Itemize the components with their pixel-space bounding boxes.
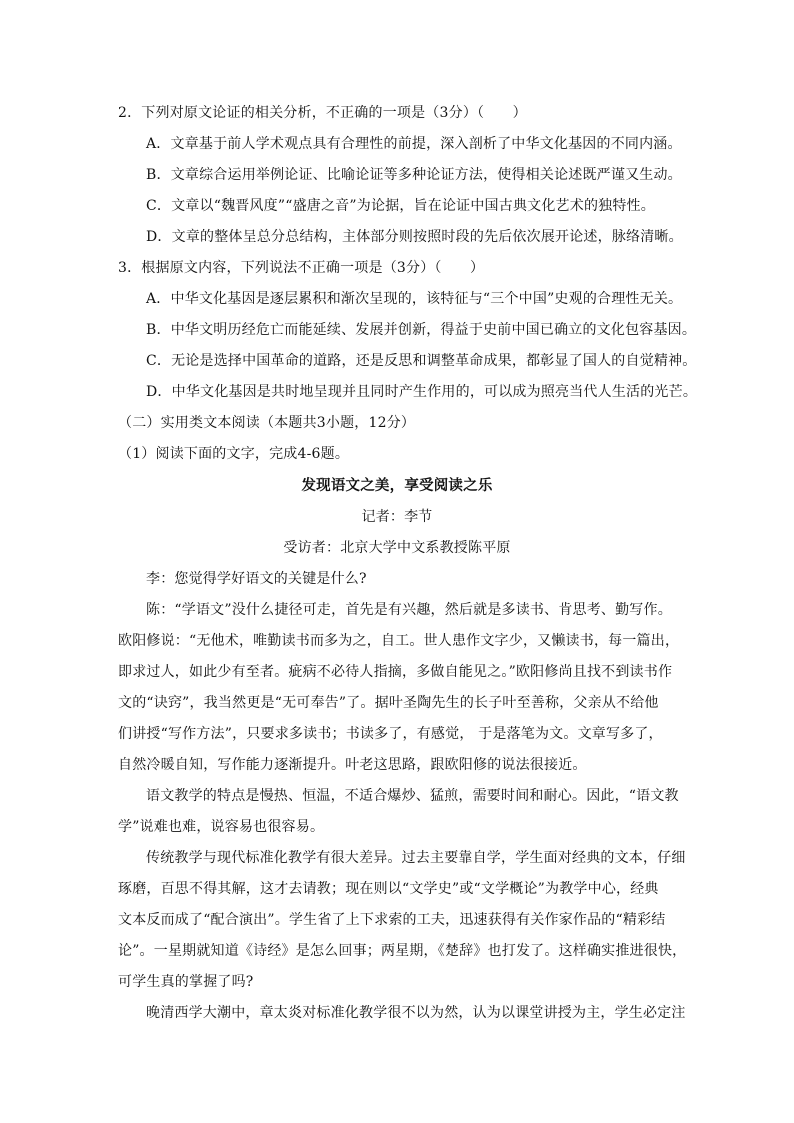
article-line: 论”。一星期就知道《诗经》是怎么回事；两星期，《楚辞》也打发了。这样确实推进很快， [118, 943, 687, 959]
question-2-option-a: A．文章基于前人学术观点具有合理性的前提，深入剖析了中华文化基因的不同内涵。 [146, 136, 682, 152]
article-line: 李：您觉得学好语文的关键是什么? [146, 571, 367, 587]
article-title: 发现语文之美，享受阅读之乐 [301, 477, 493, 494]
article-line: 学”说难也难，说容易也很容易。 [118, 819, 325, 835]
article-line: 传统教学与现代标准化教学有很大差异。过去主要靠自学，学生面对经典的文本，仔细 [146, 850, 686, 866]
question-2-option-b: B．文章综合运用举例论证、比喻论证等多种论证方法，使得相关论述既严谨又生动。 [146, 167, 682, 183]
article-line: 可学生真的掌握了吗? [118, 974, 254, 990]
question-3-option-c: C．无论是选择中国革命的道路，还是反思和调整革命成果，都彰显了国人的自觉精神。 [146, 353, 697, 369]
article-reporter: 记者：李节 [361, 509, 433, 525]
article-line: 们讲授“写作方法”，只要求多读书；书读多了，有感觉， 于是落笔为文。文章写多了， [118, 726, 663, 742]
question-2-stem: 2．下列对原文论证的相关分析，不正确的一项是（3分）（ ） [118, 105, 527, 121]
article-line: 晚清西学大潮中，章太炎对标准化教学很不以为然，认为以课堂讲授为主，学生必定注 [146, 1005, 686, 1021]
question-2-option-d: D．文章的整体呈总分总结构，主体部分则按照时段的先后依次展开论述，脉络清晰。 [146, 229, 683, 245]
article-line: 自然冷暖自知，写作能力逐渐提升。叶老这思路，跟欧阳修的说法很接近。 [118, 757, 587, 773]
question-3-option-d: D．中华文化基因是共时地呈现并且同时产生作用的，可以成为照亮当代人生活的光芒。 [146, 384, 698, 400]
article-line: 欧阳修说：“无他术，唯勤读书而多为之，自工。世人患作文字少，又懒读书，每一篇出， [118, 633, 680, 649]
section-heading: （二）实用类文本阅读（本题共3小题，12分） [118, 415, 416, 431]
section-instruction: （1）阅读下面的文字，完成4-6题。 [118, 446, 350, 462]
question-3-option-b: B．中华文明历经危亡而能延续、发展并创新，得益于史前中国已确立的文化包容基因。 [146, 322, 697, 338]
question-2-option-c: C．文章以“魏晋风度”“盛唐之音”为论据，旨在论证中国古典文化艺术的独特性。 [146, 198, 655, 214]
question-3-option-a: A．中华文化基因是逐层累积和渐次呈现的，该特征与“三个中国”史观的合理性无关。 [146, 291, 683, 307]
article-line: 即求过人，如此少有至者。疵病不必待人指摘，多做自能见之。”欧阳修尚且找不到读书作 [118, 664, 673, 680]
article-interviewee: 受访者：北京大学中文系教授陈平原 [283, 540, 511, 556]
article-line: 语文教学的特点是慢热、恒温，不适合爆炒、猛煎，需要时间和耐心。因此，“语文教 [146, 788, 679, 804]
article-line: 陈：“学语文”没什么捷径可走，首先是有兴趣，然后就是多读书、肯思考、勤写作。 [146, 602, 672, 618]
article-line: 文本反而成了“配合演出”。学生省了上下求索的工夫，迅速获得有关作家作品的“精彩结 [118, 912, 666, 928]
question-3-stem: 3．根据原文内容，下列说法不正确一项是（3分）（ ） [118, 260, 485, 276]
article-line: 琢磨，百思不得其解，这才去请教；现在则以“文学史”或“文学概论”为教学中心，经典 [118, 881, 659, 897]
article-line: 文的“诀窍”，我当然更是“无可奉告”了。据叶圣陶先生的长子叶至善称，父亲从不给他 [118, 695, 659, 711]
